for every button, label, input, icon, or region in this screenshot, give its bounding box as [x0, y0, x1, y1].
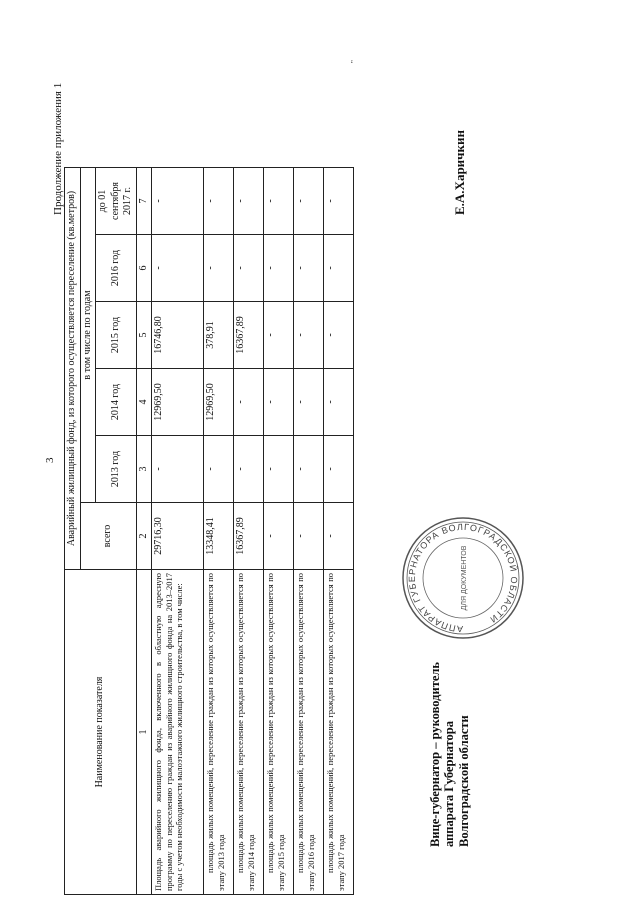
cell-value: 16367,89 — [234, 302, 264, 369]
page-number: 3 — [44, 457, 56, 463]
table-row — [264, 168, 294, 895]
cell-value: 378,91 — [204, 302, 234, 369]
seal-stamp-icon — [398, 513, 528, 643]
cell-value: - — [234, 168, 264, 235]
cell-value: - — [264, 503, 294, 570]
row-name: площадь жилых помещений, переселение граждан из которых осуществляется по этапу 2016 года — [294, 570, 324, 895]
cell-value: - — [152, 168, 204, 235]
row-name: площадь жилых помещений, переселение граждан из которых осуществляется по этапу 2013 года — [204, 570, 234, 895]
cell-value: - — [294, 168, 324, 235]
cell-value: - — [294, 235, 324, 302]
cell-value: 29716,30 — [152, 503, 204, 570]
header-fund: Аварийный жилищный фонд, из которого осуществляется переселение (кв.метров) — [65, 168, 81, 570]
cell-value: 12969,50 — [152, 369, 204, 436]
cell-value: 13348,41 — [204, 503, 234, 570]
cell-value: 16746,80 — [152, 302, 204, 369]
column-index: 6 — [136, 235, 152, 302]
table-row — [324, 168, 354, 895]
header-by-years: в том числе по годам — [80, 168, 96, 503]
cell-value: - — [234, 235, 264, 302]
row-name: площадь жилых помещений, переселение граждан из которых осуществляется по этапу 2015 года — [264, 570, 294, 895]
header-year: 2015 год — [96, 302, 137, 369]
signature-title-line: аппарата Губернатора — [442, 721, 457, 847]
column-index: 4 — [136, 369, 152, 436]
header-total: всего — [80, 503, 136, 570]
cell-value: - — [324, 369, 354, 436]
header-year: до 01 сентября 2017 г. — [96, 168, 137, 235]
cell-value: - — [152, 436, 204, 503]
cell-value: - — [324, 235, 354, 302]
header-year: 2016 год — [96, 235, 137, 302]
cell-value: - — [294, 302, 324, 369]
cell-value: - — [234, 369, 264, 436]
column-index: 7 — [136, 168, 152, 235]
signature-block — [428, 662, 471, 847]
cell-value: - — [264, 168, 294, 235]
cell-value: - — [264, 235, 294, 302]
header-indicator-name: Наименование показателя — [65, 570, 137, 895]
cell-value: - — [294, 436, 324, 503]
cell-value: - — [324, 302, 354, 369]
cell-value: - — [234, 436, 264, 503]
column-index: 5 — [136, 302, 152, 369]
cell-value: - — [294, 503, 324, 570]
cell-value: - — [324, 503, 354, 570]
row-name: площадь жилых помещений, переселение граждан из которых осуществляется по этапу 2017 года — [324, 570, 354, 895]
continuation-label: Продолжение приложения 1 — [52, 82, 64, 215]
signer-name: Е.А.Харичкин — [452, 130, 467, 215]
cell-value: - — [324, 436, 354, 503]
cell-value: - — [152, 235, 204, 302]
official-seal — [398, 513, 533, 643]
column-index: 3 — [136, 436, 152, 503]
table-row — [204, 168, 234, 895]
cell-value: 12969,50 — [204, 369, 234, 436]
cell-value: - — [324, 168, 354, 235]
row-name: площадь жилых помещений, переселение граждан из которых осуществляется по этапу 2014 года — [234, 570, 264, 895]
signature-title-line: Вице-губернатор – руководитель — [428, 661, 442, 847]
indicator-table — [64, 167, 354, 895]
cell-value: - — [294, 369, 324, 436]
cell-value: - — [204, 168, 234, 235]
header-year: 2014 год — [96, 369, 137, 436]
cell-value: - — [264, 436, 294, 503]
seal-outer-text: АППАРАТ ГУБЕРНАТОРА ВОЛГОГРАДСКОЙ ОБЛАСТИ — [406, 521, 520, 635]
table-row — [234, 168, 264, 895]
table-row — [294, 168, 324, 895]
signature-title-line: Волгоградской области — [456, 715, 471, 847]
cell-value: - — [204, 235, 234, 302]
header-year: 2013 год — [96, 436, 137, 503]
column-index: 1 — [136, 570, 152, 895]
cell-value: 16367,89 — [234, 503, 264, 570]
seal-inner-text: ДЛЯ ДОКУМЕНТОВ — [461, 545, 468, 611]
row-name: Площадь аварийного жилищного фонда, включенного в областную адресную программу по переселению граждан из аварийного жилищного фонда на 2013–2017 годы с учетом необходимости малоэтажного жилищного строительства, в том числе: — [152, 570, 204, 895]
cell-value: - — [264, 302, 294, 369]
margin-mark: " — [350, 60, 358, 63]
cell-value: - — [204, 436, 234, 503]
column-index: 2 — [136, 503, 152, 570]
cell-value: - — [264, 369, 294, 436]
table-row — [152, 168, 204, 895]
